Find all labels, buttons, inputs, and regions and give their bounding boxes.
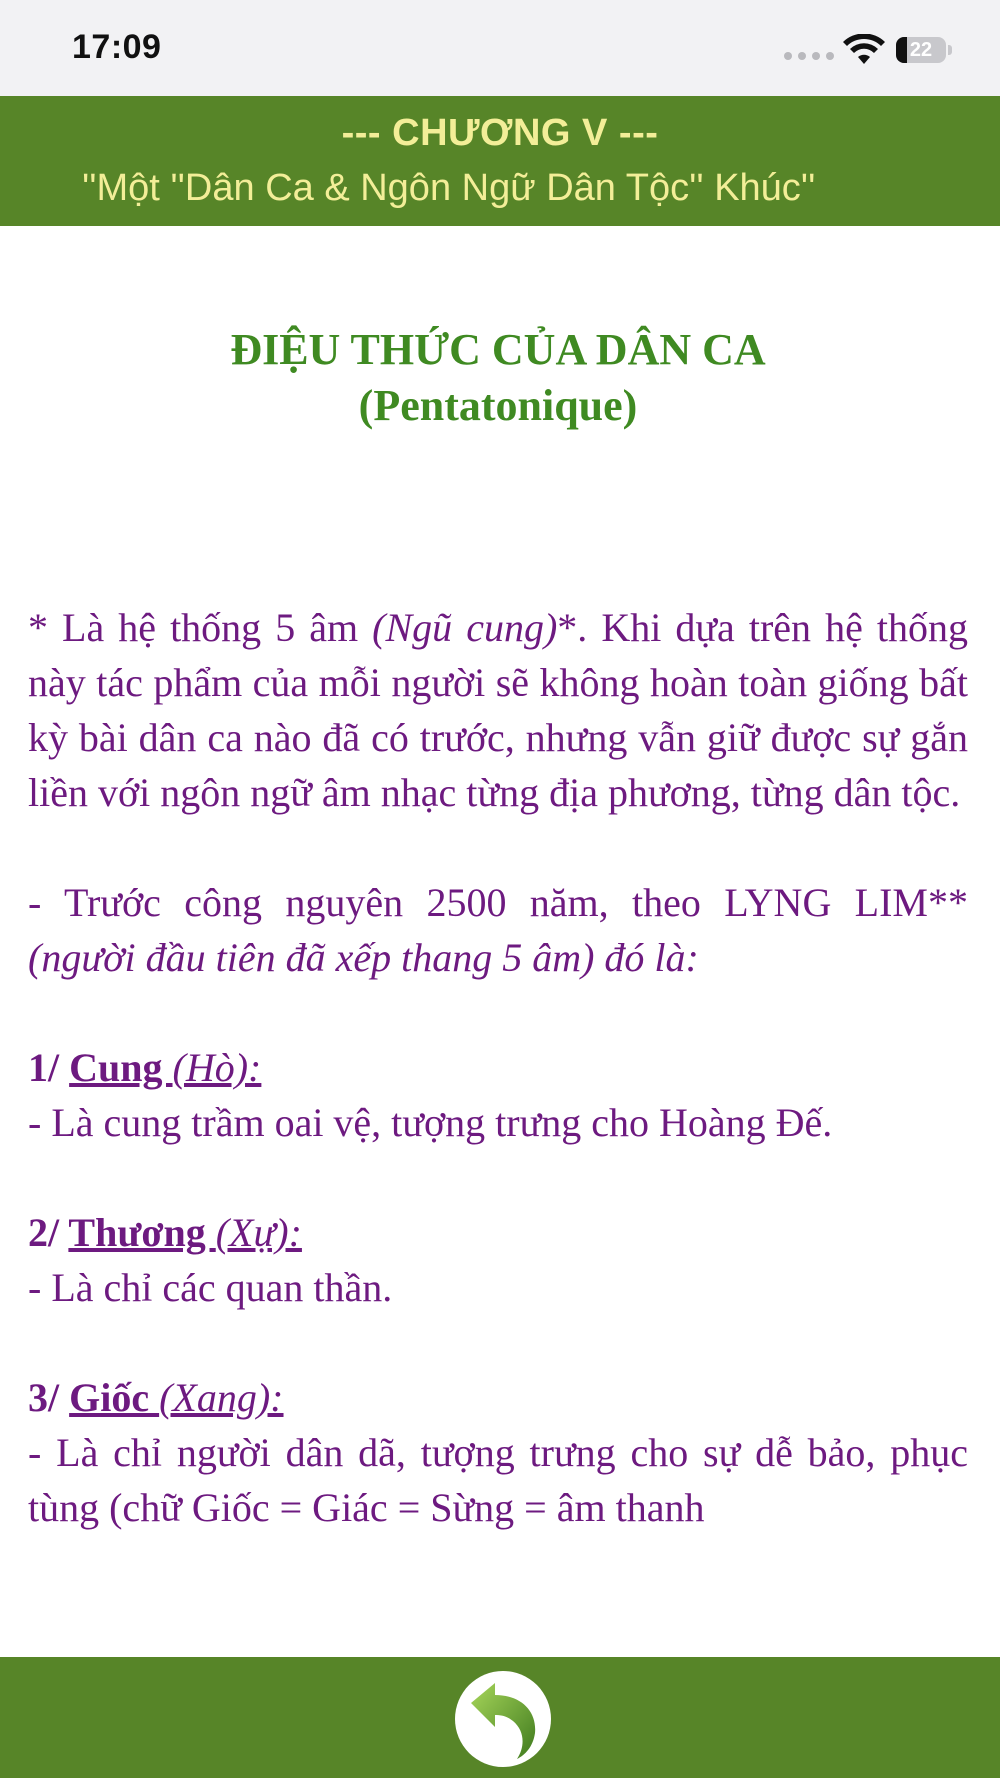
- intro-paragraph: [28, 600, 968, 820]
- marquee-text: ''Một ''Dân Ca & Ngôn Ngữ Dân Tộc'' Khúc'': [82, 167, 816, 209]
- note-alias: (Xang):: [159, 1375, 284, 1420]
- note-heading: [28, 1205, 968, 1260]
- chapter-title: --- CHƯƠNG V ---: [341, 112, 659, 154]
- status-time: 17:09: [72, 28, 162, 66]
- note-name: Giốc: [69, 1375, 160, 1420]
- intro-text-1: * Là hệ thống 5 âm: [28, 605, 373, 650]
- note-description: - Là chỉ các quan thần.: [28, 1265, 393, 1310]
- note-name: Thương: [68, 1210, 216, 1255]
- note-section: [28, 1205, 968, 1315]
- note-description: - Là cung trầm oai vệ, tượng trưng cho Hoàng Đế.: [28, 1100, 833, 1145]
- note-description: - Là chỉ người dân dã, tượng trưng cho sự dễ bảo, phục tùng (chữ Giốc = Giác = Sừng = âm thanh: [28, 1430, 968, 1530]
- note-number: 3/: [28, 1375, 70, 1420]
- history-paragraph: [28, 875, 968, 985]
- note-number: 1/: [28, 1045, 70, 1090]
- battery-icon: [896, 37, 952, 63]
- history-text-italic: (người đầu tiên đã xếp thang 5 âm) đó là:: [28, 935, 699, 980]
- document-title-main: ĐIỆU THỨC CỦA DÂN CA: [230, 325, 766, 374]
- intro-text-italic: (Ngũ cung): [372, 605, 558, 650]
- note-alias: (Xự):: [215, 1210, 302, 1255]
- back-button[interactable]: [455, 1671, 551, 1767]
- bottom-toolbar: [0, 1657, 1000, 1778]
- cellular-signal-icon: [784, 52, 834, 60]
- intro-text-2: *. Khi dựa trên hệ thống này tác phẩm của mỗi người sẽ không hoàn toàn giống bất kỳ bài dân ca nào đã có trước, nhưng vẫn giữ được sự gắn liền với ngôn ngữ âm nhạc từng địa phương, từng dân tộc.: [28, 605, 968, 815]
- note-section: [28, 1370, 968, 1535]
- history-text: - Trước công nguyên 2500 năm, theo LYNG LIM**: [28, 880, 968, 925]
- note-heading: [28, 1040, 968, 1095]
- document-title-sub: (Pentatonique): [358, 381, 638, 430]
- battery-level: 22: [909, 39, 933, 61]
- article-content[interactable]: [28, 226, 968, 1656]
- note-heading: [28, 1370, 968, 1425]
- note-number: 2/: [28, 1210, 69, 1255]
- curved-back-arrow-icon: [455, 1671, 551, 1767]
- wifi-icon: [842, 34, 886, 66]
- document-title: [28, 322, 968, 434]
- note-section: [28, 1040, 968, 1150]
- note-alias: (Hò):: [172, 1045, 262, 1090]
- status-bar: [0, 0, 1000, 96]
- chapter-header: [0, 96, 1000, 226]
- marquee-banner: [70, 160, 930, 216]
- note-name: Cung: [69, 1045, 173, 1090]
